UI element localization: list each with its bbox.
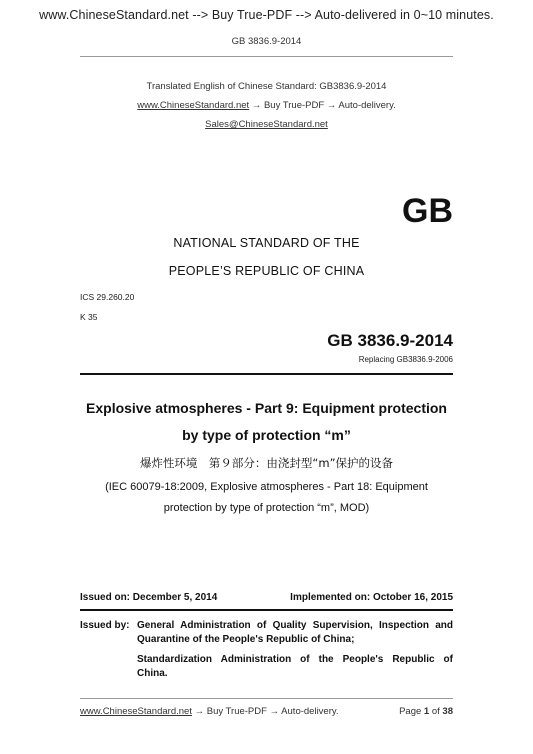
title-line1: Explosive atmospheres - Part 9: Equipment protection xyxy=(86,400,447,416)
issued-divider xyxy=(80,609,453,611)
header-standard-code: GB 3836.9-2014 xyxy=(231,36,302,47)
page-indicator xyxy=(399,706,453,717)
email-line xyxy=(0,119,533,130)
issued-on: Issued on: December 5, 2014 xyxy=(80,592,218,603)
footer-site-line xyxy=(80,706,339,717)
site-line xyxy=(0,100,533,111)
chinese-title: 爆炸性环境 第９部分：由浇封型“m”保护的设备 xyxy=(139,456,394,470)
issued-by-label: Issued by: xyxy=(80,620,130,631)
implemented-on: Implemented on: October 16, 2015 xyxy=(290,592,453,603)
issuer1-line2: Quarantine of the People's Republic of China; xyxy=(137,634,355,645)
page-label: Page xyxy=(399,706,422,717)
footer-site-rest: → Buy True-PDF → Auto-delivery. xyxy=(191,706,339,717)
header-divider xyxy=(80,56,453,57)
replacing-note: Replacing GB3836.9-2006 xyxy=(358,355,453,364)
site-link[interactable]: www.ChineseStandard.net xyxy=(137,100,250,111)
national-standard-line2: PEOPLE’S REPUBLIC OF CHINA xyxy=(168,264,365,278)
national-standard-line1: NATIONAL STANDARD OF THE xyxy=(173,236,360,250)
issuer2-line2: China. xyxy=(137,668,168,679)
ics-code: ICS 29.260.20 xyxy=(80,292,135,302)
iec-line2: protection by type of protection “m”, MOD) xyxy=(163,502,370,514)
title-line2: by type of protection “m” xyxy=(182,427,351,443)
iec-line1: (IEC 60079-18:2009, Explosive atmospheres - Part 18: Equipment xyxy=(105,481,428,493)
gb-logo: GB xyxy=(402,192,453,230)
site-line-rest: → Buy True-PDF → Auto-delivery. xyxy=(249,100,396,111)
standard-code: GB 3836.9-2014 xyxy=(327,331,453,350)
issuer2-line1: Standardization Administration of the People's Republic of xyxy=(137,654,453,665)
of-label: of xyxy=(431,706,440,717)
footer-site-link[interactable]: www.ChineseStandard.net xyxy=(80,706,192,717)
page-number: 1 xyxy=(423,706,430,717)
translated-line: Translated English of Chinese Standard: GB3836.9-2014 xyxy=(146,81,387,92)
footer-divider xyxy=(80,698,453,699)
top-banner[interactable]: www.ChineseStandard.net --> Buy True-PDF --> Auto-delivered in 0~10 minutes. xyxy=(39,8,494,22)
total-pages: 38 xyxy=(442,706,453,717)
issuer1-line1: General Administration of Quality Supervision, Inspection and xyxy=(137,620,453,631)
email-link[interactable]: Sales@ChineseStandard.net xyxy=(205,119,328,130)
k-code: K 35 xyxy=(80,312,98,322)
title-divider xyxy=(80,373,453,375)
